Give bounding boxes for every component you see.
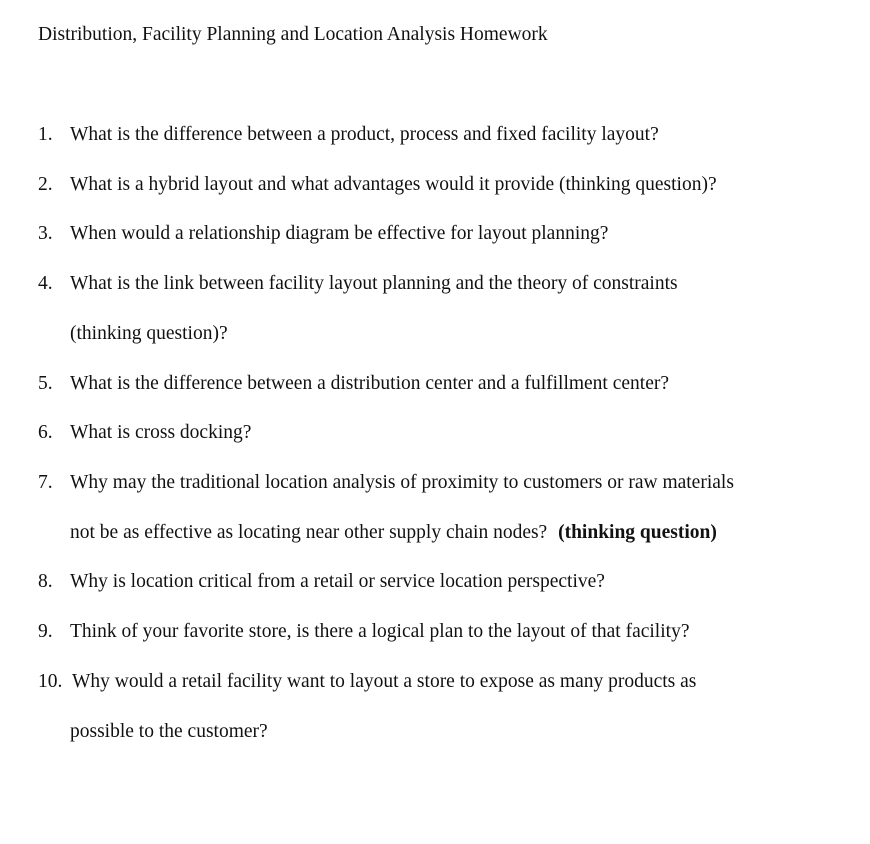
question-text-continued: possible to the customer? [70,721,268,742]
question-number: 8. [38,571,53,592]
question-number: 4. [38,273,53,294]
question-text: Think of your favorite store, is there a logical plan to the layout of that facility? [70,621,690,642]
question-text-continued [70,520,717,546]
question-number: 5. [38,373,53,394]
question-text-fragment: not be as effective as locating near other supply chain nodes? [70,522,548,543]
question-text: What is the difference between a distribution center and a fulfillment center? [70,373,670,394]
thinking-question-emphasis: (thinking question) [558,522,717,543]
question-number: 10. [38,671,63,692]
question-text-continued: (thinking question)? [70,323,228,344]
question-text: What is the link between facility layout planning and the theory of constraints [70,273,678,294]
question-text: What is the difference between a product, process and fixed facility layout? [70,124,659,145]
question-number: 6. [38,422,53,443]
question-text: Why may the traditional location analysis of proximity to customers or raw materials [70,472,734,493]
question-number: 3. [38,223,53,244]
question-number: 2. [38,174,53,195]
question-text: Why is location critical from a retail or service location perspective? [70,571,605,592]
question-text: Why would a retail facility want to layout a store to expose as many products as [72,671,697,692]
question-text: What is cross docking? [70,422,252,443]
document-title: Distribution, Facility Planning and Location Analysis Homework [38,24,548,45]
question-number: 1. [38,124,53,145]
question-text: What is a hybrid layout and what advantages would it provide (thinking question)? [70,174,717,195]
question-number: 7. [38,472,53,493]
question-text: When would a relationship diagram be effective for layout planning? [70,223,609,244]
question-number: 9. [38,621,53,642]
